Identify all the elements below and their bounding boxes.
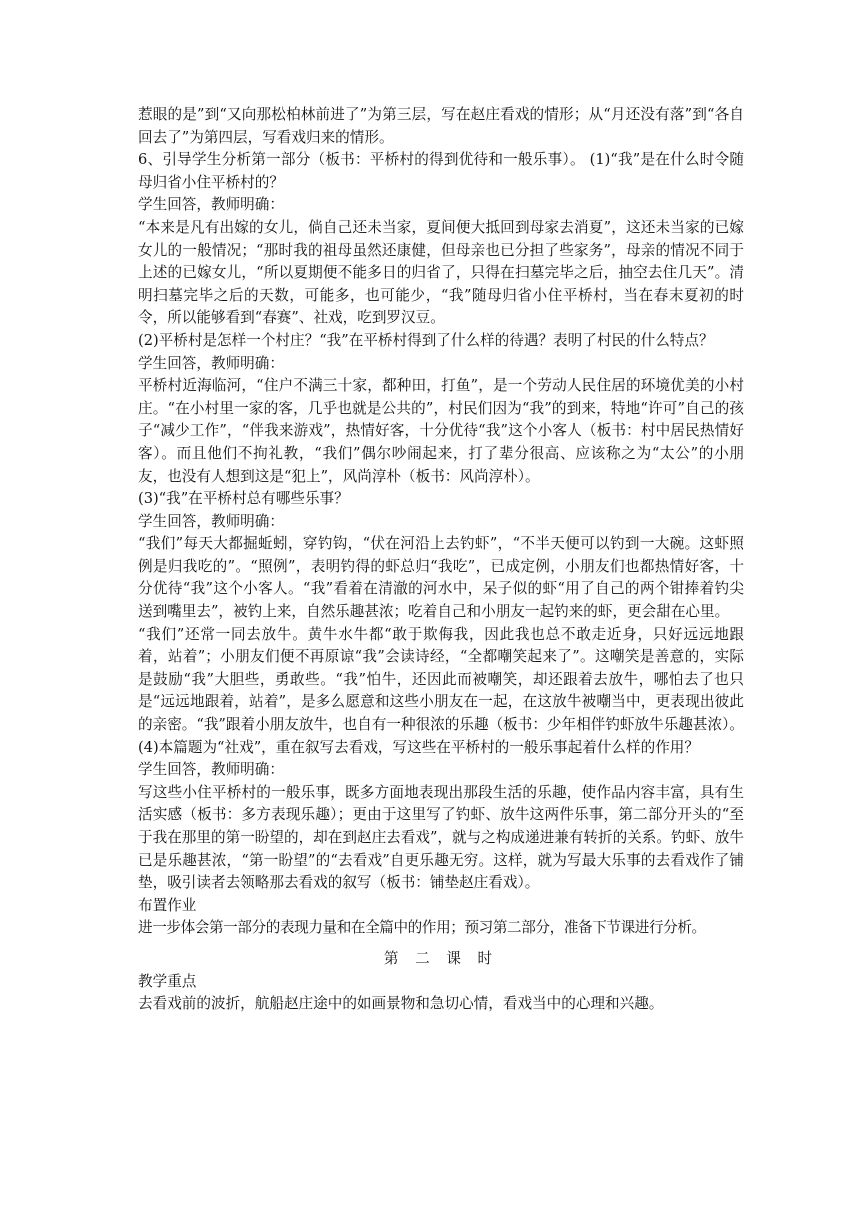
- paragraph-answer-label: 学生回答，教师明确：: [138, 196, 284, 214]
- section-heading: 第 二 课 时: [383, 949, 499, 967]
- paragraph-answer-label: 学生回答，教师明确：: [138, 512, 284, 530]
- paragraph-question-3: (3)“我”在平桥村总有哪些乐事？: [138, 490, 349, 508]
- paragraph-focus-label: 教学重点: [138, 972, 197, 990]
- paragraph-answer-3b: “我们”还常一同去放牛。黄牛水牛都“敢于欺侮我，因此我也总不敢走近身，只好远远地跟着，站着”；小朋友们便不再原谅“我”会读诗经，“全都嘲笑起来了”。这嘲笑是善意的，实际是鼓励“我”大胆些，勇敢些。“我”怕牛，还因此而被嘲笑，却还跟着去放牛，哪怕去了也只是“远远地跟着，站着”，是多么愿意和这些小朋友在一起，在这放牛被嘲当中，更表现出彼此的亲密。“我”跟着小朋友放牛，也自有一种很浓的乐趣（板书：少年相伴钓虾放牛乐趣甚浓）。 (4)本篇题为“社戏”，重在叙写去看戏，写这些在平桥村的一般乐事起着什么样的作用？: [138, 625, 744, 756]
- paragraph-focus: 去看戏前的波折，航船赵庄途中的如画景物和急切心情，看戏当中的心理和兴趣。: [138, 995, 664, 1013]
- paragraph-answer-1: “本来是凡有出嫁的女儿，倘自己还未当家，夏间便大抵回到母家去消夏”，这还未当家的已嫁女儿的一般情况；“那时我的祖母虽然还康健，但母亲也已分担了些家务”，母亲的情况不同于上述的已嫁女儿，“所以夏期便不能多日的归省了，只得在扫墓完毕之后，抽空去住几天”。清明扫墓完毕之后的天数，可能多，也可能少，“我”随母归省小住平桥村，当在春末夏初的时令，所以能够看到“春赛”、社戏，吃到罗汉豆。: [138, 218, 744, 327]
- paragraph-answer-2: 平桥村近海临河，“住户不满三十家，都种田，打鱼”，是一个劳动人民住居的环境优美的小村庄。“在小村里一家的客，几乎也就是公共的”，村民们因为“我”的到来，特地“许可”自己的孩子“减少工作”，“伴我来游戏”，热情好客，十分优待“我”这个小客人（板书：村中居民热情好客）。而且他们不拘礼教，“我们”偶尔吵闹起来，打了辈分很高、应该称之为“太公”的小朋友，也没有人想到这是“犯上”，风尚淳朴（板书：风尚淳朴）。: [138, 377, 744, 485]
- paragraph-answer-4: 写这些小住平桥村的一般乐事，既多方面地表现出那段生活的乐趣，使作品内容丰富，具有生活实感（板书：多方表现乐趣）；更由于这里写了钓虾、放牛这两件乐事，第二部分开头的“至于我在那里的第一盼望的，却在到赵庄去看戏”，就与之构成递进兼有转折的关系。钓虾、放牛已是乐趣甚浓，“第一盼望”的“去看戏”自更乐趣无穷。这样，就为写最大乐事的去看戏作了铺垫，吸引读者去领略那去看戏的叙写（板书：铺垫赵庄看戏）。: [138, 783, 744, 892]
- paragraph-layer-summary: 惹眼的是”到“又向那松柏林前进了”为第三层，写在赵庄看戏的情形；从“月还没有落”到“各自回去了”为第四层，写看戏归来的情形。: [138, 106, 744, 146]
- document-page: [138, 104, 744, 1016]
- paragraph-homework: 进一步体会第一部分的表现力量和在全篇中的作用；预习第二部分，准备下节课进行分析。: [138, 919, 706, 937]
- paragraph-answer-label: 学生回答，教师明确：: [138, 761, 284, 779]
- paragraph-step-6: 6、引导学生分析第一部分（板书：平桥村的得到优待和一般乐事）。 (1)“我”是在什么时令随母归省小住平桥村的？: [138, 151, 744, 191]
- paragraph-answer-label: 学生回答，教师明确：: [138, 354, 284, 372]
- paragraph-homework-label: 布置作业: [138, 896, 197, 914]
- paragraph-answer-3a: “我们”每天大都掘蚯蚓，穿钓钩，“伏在河沿上去钓虾”，“不半天便可以钓到一大碗。这虾照例是归我吃的”。“照例”，表明钓得的虾总归“我吃”，已成定例，小朋友们也都热情好客，十分优待“我”这个小客人。“我”看着在清澈的河水中，呆子似的虾“用了自己的两个钳捧着钓尖送到嘴里去”，被钓上来，自然乐趣甚浓；吃着自己和小朋友一起钓来的虾，更会甜在心里。: [138, 535, 744, 621]
- paragraph-question-2: (2)平桥村是怎样一个村庄？“我”在平桥村得到了什么样的待遇？表明了村民的什么特点？: [138, 331, 714, 349]
